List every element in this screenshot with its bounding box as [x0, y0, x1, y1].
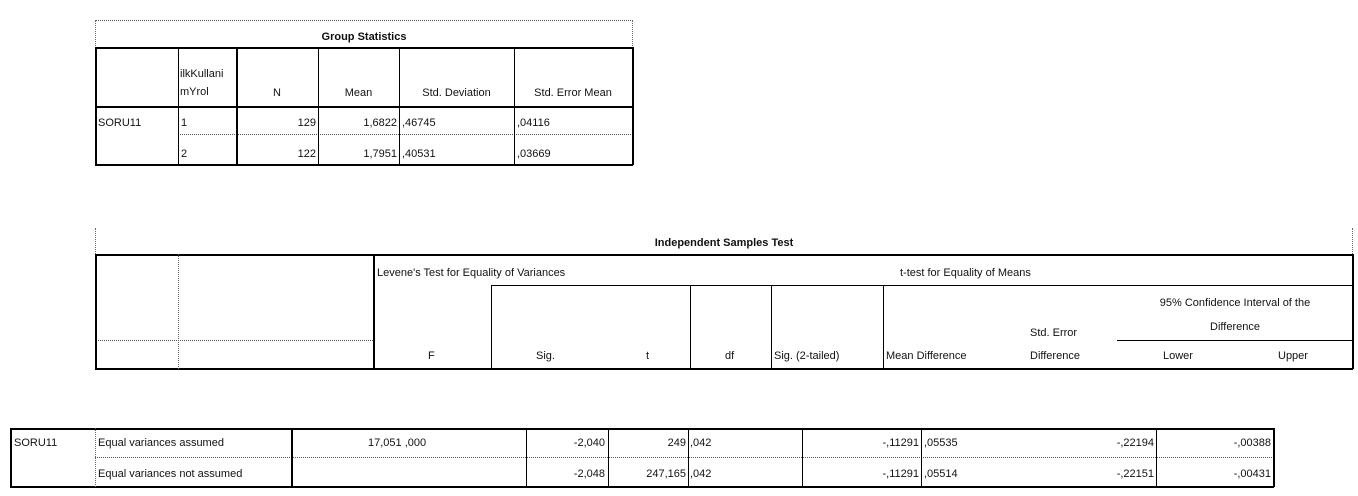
table-rule — [95, 457, 1274, 458]
header-mean-difference: Mean Difference — [886, 350, 967, 362]
header-f: F — [428, 350, 435, 362]
cell-mean: 1,7951 — [363, 148, 397, 160]
cell-group: 2 — [181, 148, 188, 160]
cell-mean: 1,6822 — [363, 117, 397, 129]
group-statistics-title: Group Statistics — [321, 31, 407, 43]
cell-sd: ,46745 — [402, 117, 436, 129]
se-diff-header-line2: Difference — [1030, 350, 1080, 362]
cell-t: -2,048 — [573, 468, 605, 480]
table-rule — [178, 134, 633, 135]
cell-mean-difference: -,11291 — [882, 437, 919, 449]
header-t: t — [646, 350, 650, 362]
header-group-line2: mYrol — [180, 86, 209, 98]
table-rule — [491, 285, 1353, 286]
header-upper: Upper — [1278, 350, 1308, 362]
cell-mean-difference: -,11291 — [882, 468, 919, 480]
cell-n: 122 — [297, 148, 316, 160]
table-rule — [632, 47, 634, 165]
cell-se: ,04116 — [517, 117, 550, 129]
table-rule — [95, 254, 1353, 256]
table-rule — [291, 428, 293, 487]
variable-label: SORU11 — [98, 117, 142, 129]
header-df: df — [725, 350, 735, 362]
cell-lower: -,22151 — [1116, 468, 1154, 480]
cell-upper: -,00431 — [1233, 468, 1271, 480]
table-rule — [1117, 340, 1353, 341]
table-rule — [178, 254, 179, 369]
table-rule — [95, 368, 1353, 370]
table-rule — [95, 47, 97, 165]
variable-label: SORU11 — [14, 437, 58, 449]
table-rule — [95, 340, 373, 341]
header-lower: Lower — [1163, 350, 1193, 362]
ci-header-line1: 95% Confidence Interval of the — [1159, 297, 1311, 309]
cell-upper: -,00388 — [1233, 437, 1271, 449]
se-diff-header-line1: Std. Error — [1030, 327, 1078, 339]
table-rule — [95, 106, 633, 108]
table-rule — [690, 285, 691, 369]
ttest-header: t-test for Equality of Means — [900, 267, 1031, 279]
table-rule — [399, 47, 400, 165]
cell-se-difference: ,05514 — [924, 468, 958, 480]
table-rule — [373, 254, 375, 369]
header-sig-2-tailed: Sig. (2-tailed) — [774, 350, 840, 362]
cell-sd: ,40531 — [402, 148, 436, 160]
table-rule — [178, 47, 179, 165]
header-group-line1: ilkKullani — [180, 68, 224, 80]
table-rule — [1352, 254, 1354, 369]
cell-n: 129 — [297, 117, 316, 129]
table-rule — [688, 428, 689, 487]
cell-sig-2-tailed: ,042 — [690, 468, 712, 480]
table-rule — [1156, 428, 1157, 487]
table-rule — [95, 254, 97, 369]
table-rule — [514, 47, 515, 165]
table-rule — [95, 47, 633, 49]
table-rule — [95, 428, 96, 487]
independent-test-title: Independent Samples Test — [654, 237, 794, 249]
cell-sig-2-tailed: ,042 — [690, 437, 712, 449]
header-std-deviation: Std. Deviation — [422, 87, 491, 99]
header-sig: Sig. — [536, 350, 555, 362]
table-rule — [10, 486, 1274, 488]
table-rule — [771, 285, 772, 369]
table-rule — [921, 428, 922, 487]
row-label: Equal variances assumed — [98, 437, 224, 449]
table-border — [95, 20, 633, 21]
table-rule — [10, 428, 12, 487]
levene-header: Levene's Test for Equality of Variances — [377, 267, 566, 279]
table-rule — [491, 285, 492, 369]
cell-se: ,03669 — [517, 148, 551, 160]
row-label: Equal variances not assumed — [98, 468, 243, 480]
table-rule — [95, 164, 633, 166]
cell-lower: -,22194 — [1116, 437, 1154, 449]
header-mean: Mean — [344, 87, 373, 99]
cell-se-difference: ,05535 — [924, 437, 958, 449]
cell-df: 249 — [667, 437, 686, 449]
table-rule — [883, 285, 884, 369]
cell-df: 247,165 — [646, 468, 686, 480]
table-rule — [1273, 428, 1275, 487]
header-n: N — [273, 87, 281, 99]
ci-header-line2: Difference — [1210, 321, 1260, 333]
cell-group: 1 — [181, 117, 188, 129]
cell-levene: 17,051 ,000 — [368, 437, 427, 449]
cell-t: -2,040 — [573, 437, 605, 449]
table-rule — [10, 428, 1274, 430]
header-std-error-mean: Std. Error Mean — [534, 87, 612, 99]
